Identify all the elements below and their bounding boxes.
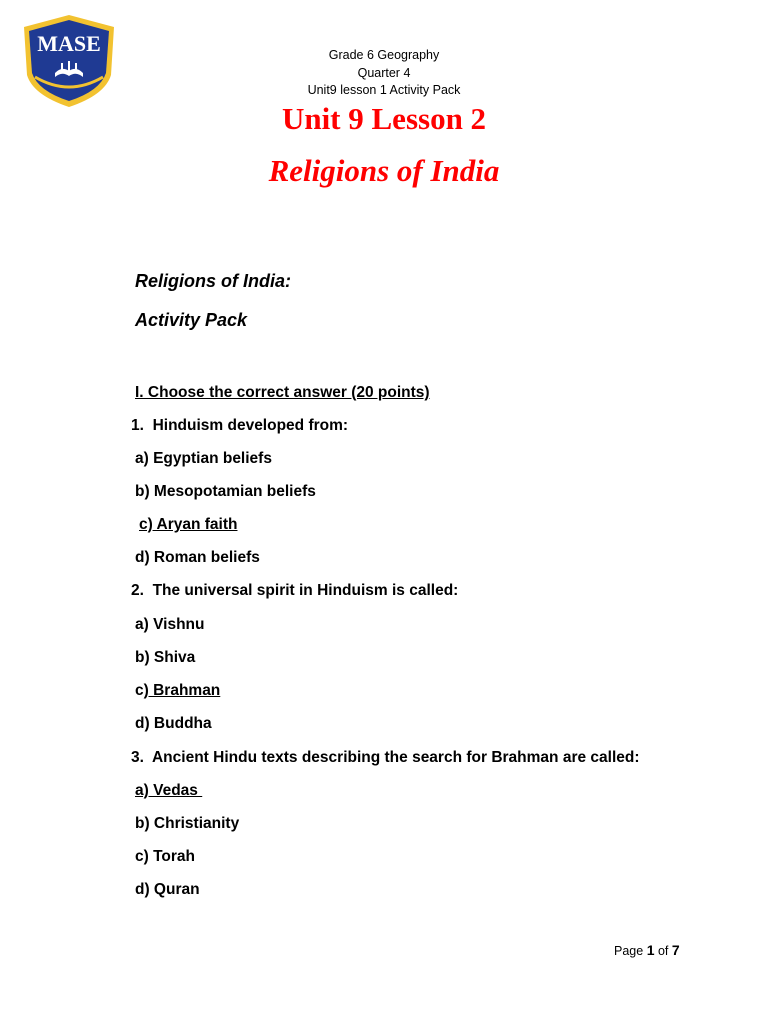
question-number: 2. [131,582,144,599]
option-1c-correct: c) Aryan faith [139,516,238,533]
header-unit: Unit9 lesson 1 Activity Pack [307,83,461,97]
unit-title: Unit 9 Lesson 2 [281,101,487,136]
question-text: The universal spirit in Hinduism is called: [152,582,459,599]
option-2d: d) Buddha [135,715,212,732]
option-3a-correct: a) Vedas [135,782,203,799]
option-2a: a) Vishnu [135,616,205,633]
option-2c-correct: c) Brahman [135,682,221,699]
question-2 [131,581,458,601]
logo-text: MASE [37,31,101,56]
page-number-footer: Page 1 of 7 [614,942,680,958]
subtitle-activity-pack: Activity Pack [135,310,248,330]
question-number: 3. [131,749,144,766]
option-3b: b) Christianity [135,815,240,832]
option-3c: c) Torah [135,848,195,865]
option-2b: b) Shiva [135,649,196,666]
question-1 [131,416,348,436]
section-heading: I. Choose the correct answer (20 points) [135,384,430,401]
question-text: Hinduism developed from: [152,417,349,434]
header-grade: Grade 6 Geography [328,48,440,62]
subtitle-religions: Religions of India: [135,271,291,291]
question-number: 1. [131,417,144,434]
option-1a: a) Egyptian beliefs [135,450,272,467]
question-3 [131,748,640,768]
question-text: Ancient Hindu texts describing the search for Brahman are called: [151,749,640,766]
option-3d: d) Quran [135,881,200,898]
header-quarter: Quarter 4 [357,66,411,80]
option-1d: d) Roman beliefs [135,549,260,566]
option-1b: b) Mesopotamian beliefs [135,483,316,500]
lesson-title: Religions of India [268,153,500,188]
